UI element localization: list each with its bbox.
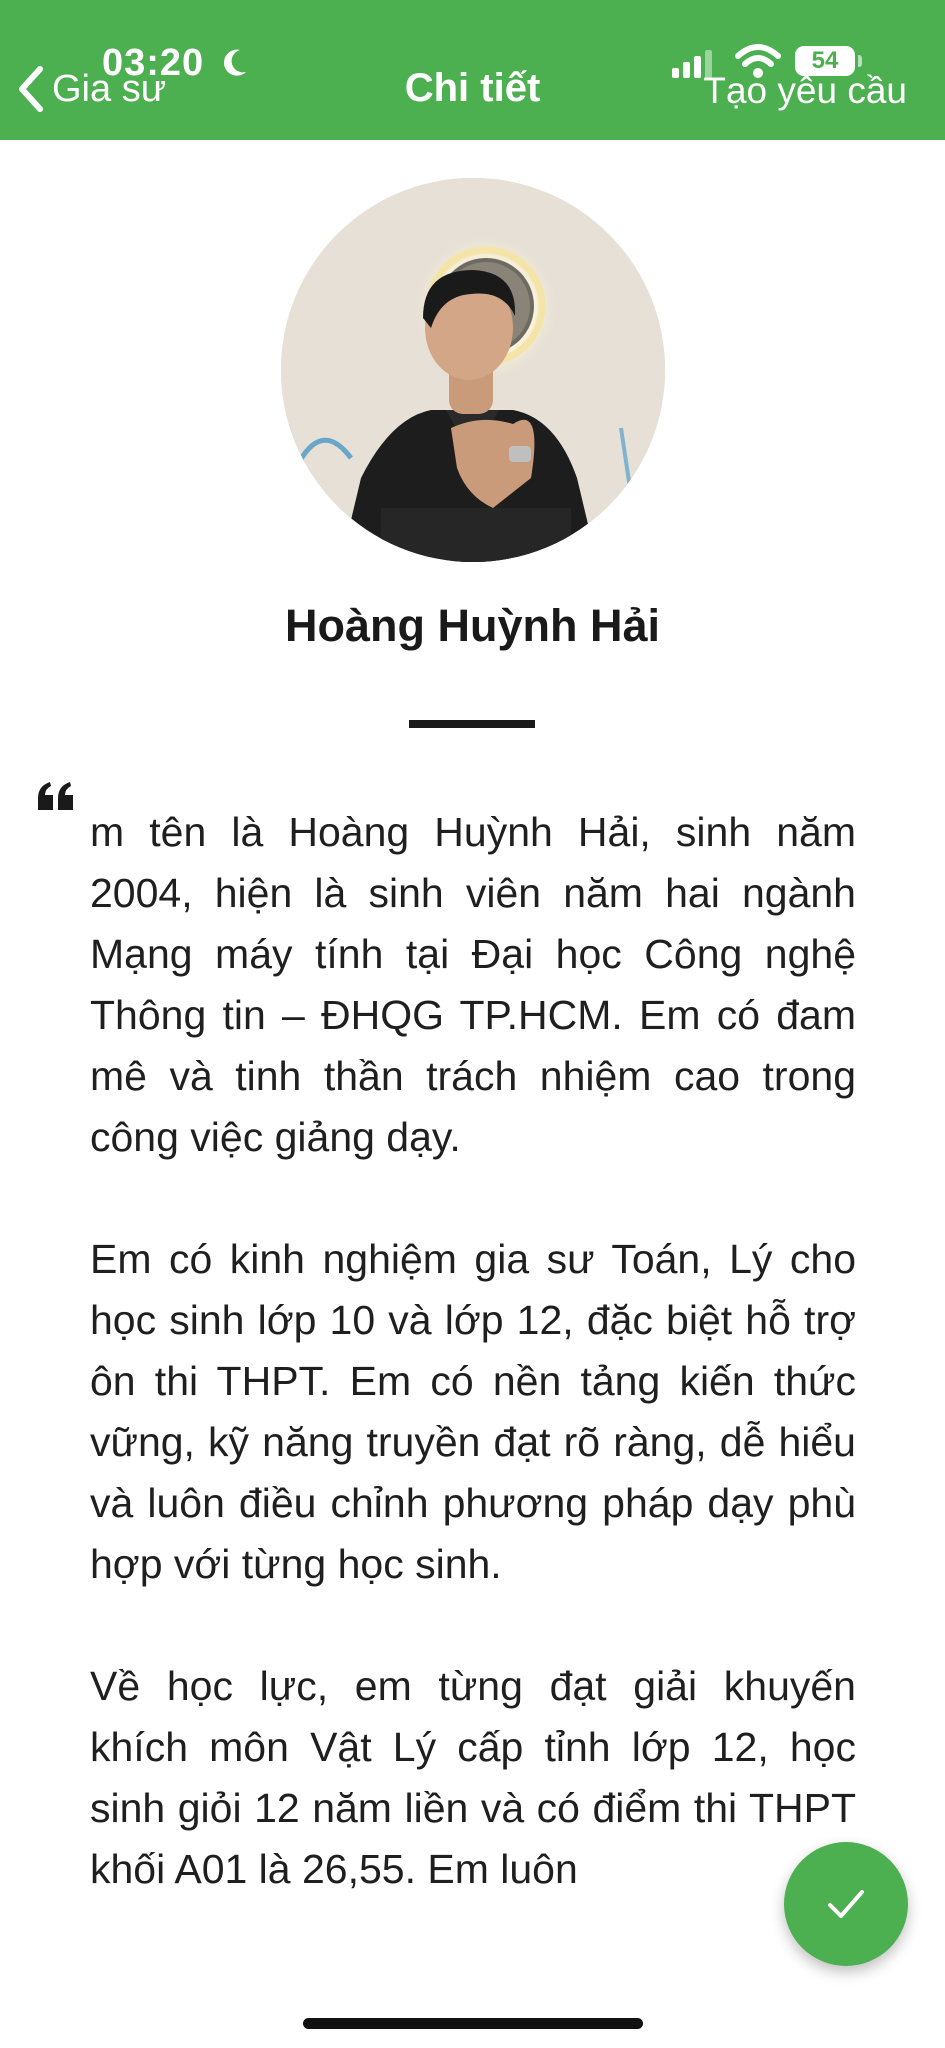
bio-paragraph: m tên là Hoàng Huỳnh Hải, sinh năm 2004, hiện là sinh viên năm hai ngành Mạng máy tính tại Đại học Công nghệ Thông tin – ĐHQG TP.HCM. Em có đam mê và tinh thần trách nhiệm cao trong công việc giảng dạy. — [90, 809, 856, 1160]
back-button-label: Gia sư — [52, 67, 167, 110]
home-indicator — [303, 2018, 643, 2029]
app-header — [0, 0, 945, 140]
page-title: Chi tiết — [404, 66, 541, 110]
check-icon — [824, 1882, 868, 1926]
tutor-bio — [90, 802, 856, 1972]
avatar — [281, 178, 665, 562]
status-time: 03:20 — [102, 42, 205, 84]
tutor-name: Hoàng Huỳnh Hải — [284, 600, 660, 651]
battery-indicator: 54 — [795, 46, 855, 76]
divider — [409, 720, 535, 728]
bio-paragraph: Về học lực, em từng đạt giải khuyến khích môn Vật Lý cấp tỉnh lớp 12, học sinh giỏi 12 năm liền và có điểm thi THPT khối A01 là 26,55. Em luôn — [90, 1663, 856, 1892]
confirm-fab-button[interactable] — [784, 1842, 908, 1966]
create-request-button[interactable]: Tạo yêu cầu — [703, 70, 907, 111]
bio-paragraph: Em có kinh nghiệm gia sư Toán, Lý cho học sinh lớp 10 và lớp 12, đặc biệt hỗ trợ ôn thi THPT. Em có nền tảng kiến thức vững, kỹ năng truyền đạt rõ ràng, dễ hiểu và luôn điều chỉnh phương pháp dạy phù hợp với từng học sinh. — [90, 1236, 856, 1587]
tutor-photo — [281, 178, 665, 562]
quote-icon — [36, 780, 76, 812]
